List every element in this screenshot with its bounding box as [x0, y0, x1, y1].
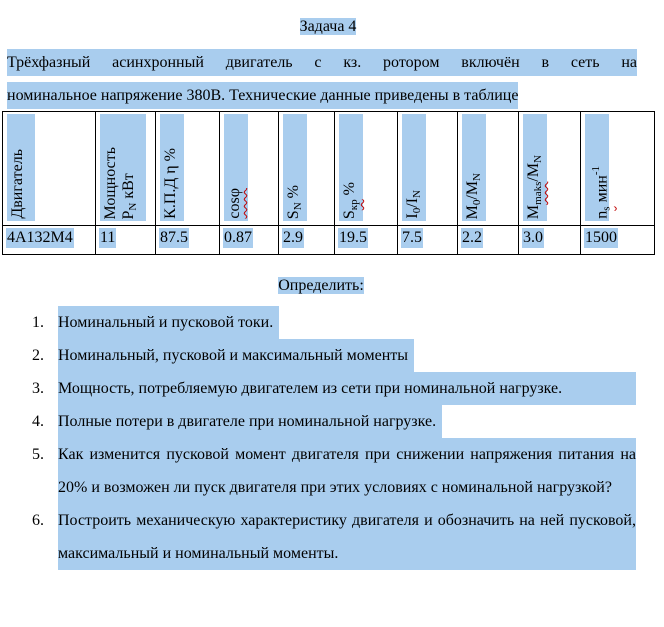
intro-line-2: номинальное напряжение 380В. Технические данные приведены в таблице: [7, 79, 637, 112]
cell-power: 11: [96, 226, 156, 255]
list-item: 4. Полные потери в двигателе при номинальной нагрузке.: [0, 405, 664, 438]
list-item: 1. Номинальный и пусковой токи.: [0, 306, 664, 339]
cell-sync-speed: 1500: [581, 226, 655, 255]
header-motor: Двигатель: [3, 112, 96, 226]
table-row: [3, 226, 655, 255]
list-item: 5. Как изменится пусковой момент двигателя при снижении напряжения питания на 20% и возможен ли пуск двигателя при этих условиях с номинальной нагрузкой?: [0, 438, 664, 504]
list-item: 6. Построить механическую характеристику двигателя и обозначить на ней пусковой, максимальный и номинальный моменты.: [0, 504, 664, 570]
header-start-torque-ratio: $M_0/M_N$: [458, 112, 519, 226]
task-title: Задача 4: [299, 18, 357, 35]
cell-motor: 4А132М4: [3, 226, 96, 255]
task-list: [0, 306, 664, 570]
cell-current-ratio: 7.5: [398, 226, 458, 255]
cell-start-torque-ratio: 2.2: [458, 226, 519, 255]
list-item: 3. Мощность, потребляемую двигателем из сети при номинальной нагрузке.: [0, 372, 664, 405]
header-power: Мощность $P_N$ кВт: [96, 112, 156, 226]
cell-slip-critical: 19.5: [335, 226, 398, 255]
header-current-ratio: $I_0/I_N$: [398, 112, 458, 226]
header-efficiency: К.П.Д η %: [156, 112, 220, 226]
cell-cosphi: 0.87: [220, 226, 279, 255]
cell-max-torque-ratio: 3.0: [519, 226, 581, 255]
header-slip-critical: $S_{кр}$ %: [335, 112, 398, 226]
motor-spec-table: [2, 111, 655, 255]
determine-heading: Определить:: [278, 277, 364, 294]
intro-line-1: Трёхфазный асинхронный двигатель с кз. ротором включён в сеть на: [7, 46, 637, 79]
header-slip-nominal: $S_N$ %: [279, 112, 335, 226]
header-sync-speed: $n_s$ мин$^{-1}$: [581, 112, 655, 226]
header-cosphi: cosφ: [220, 112, 279, 226]
intro-paragraph: [7, 46, 637, 112]
cell-slip-nominal: 2.9: [279, 226, 335, 255]
list-item: 2. Номинальный, пусковой и максимальный моменты: [0, 339, 664, 372]
table-header-row: [3, 112, 655, 226]
cell-efficiency: 87.5: [156, 226, 220, 255]
header-max-torque-ratio: $M_{maks}/M_N$: [519, 112, 581, 226]
